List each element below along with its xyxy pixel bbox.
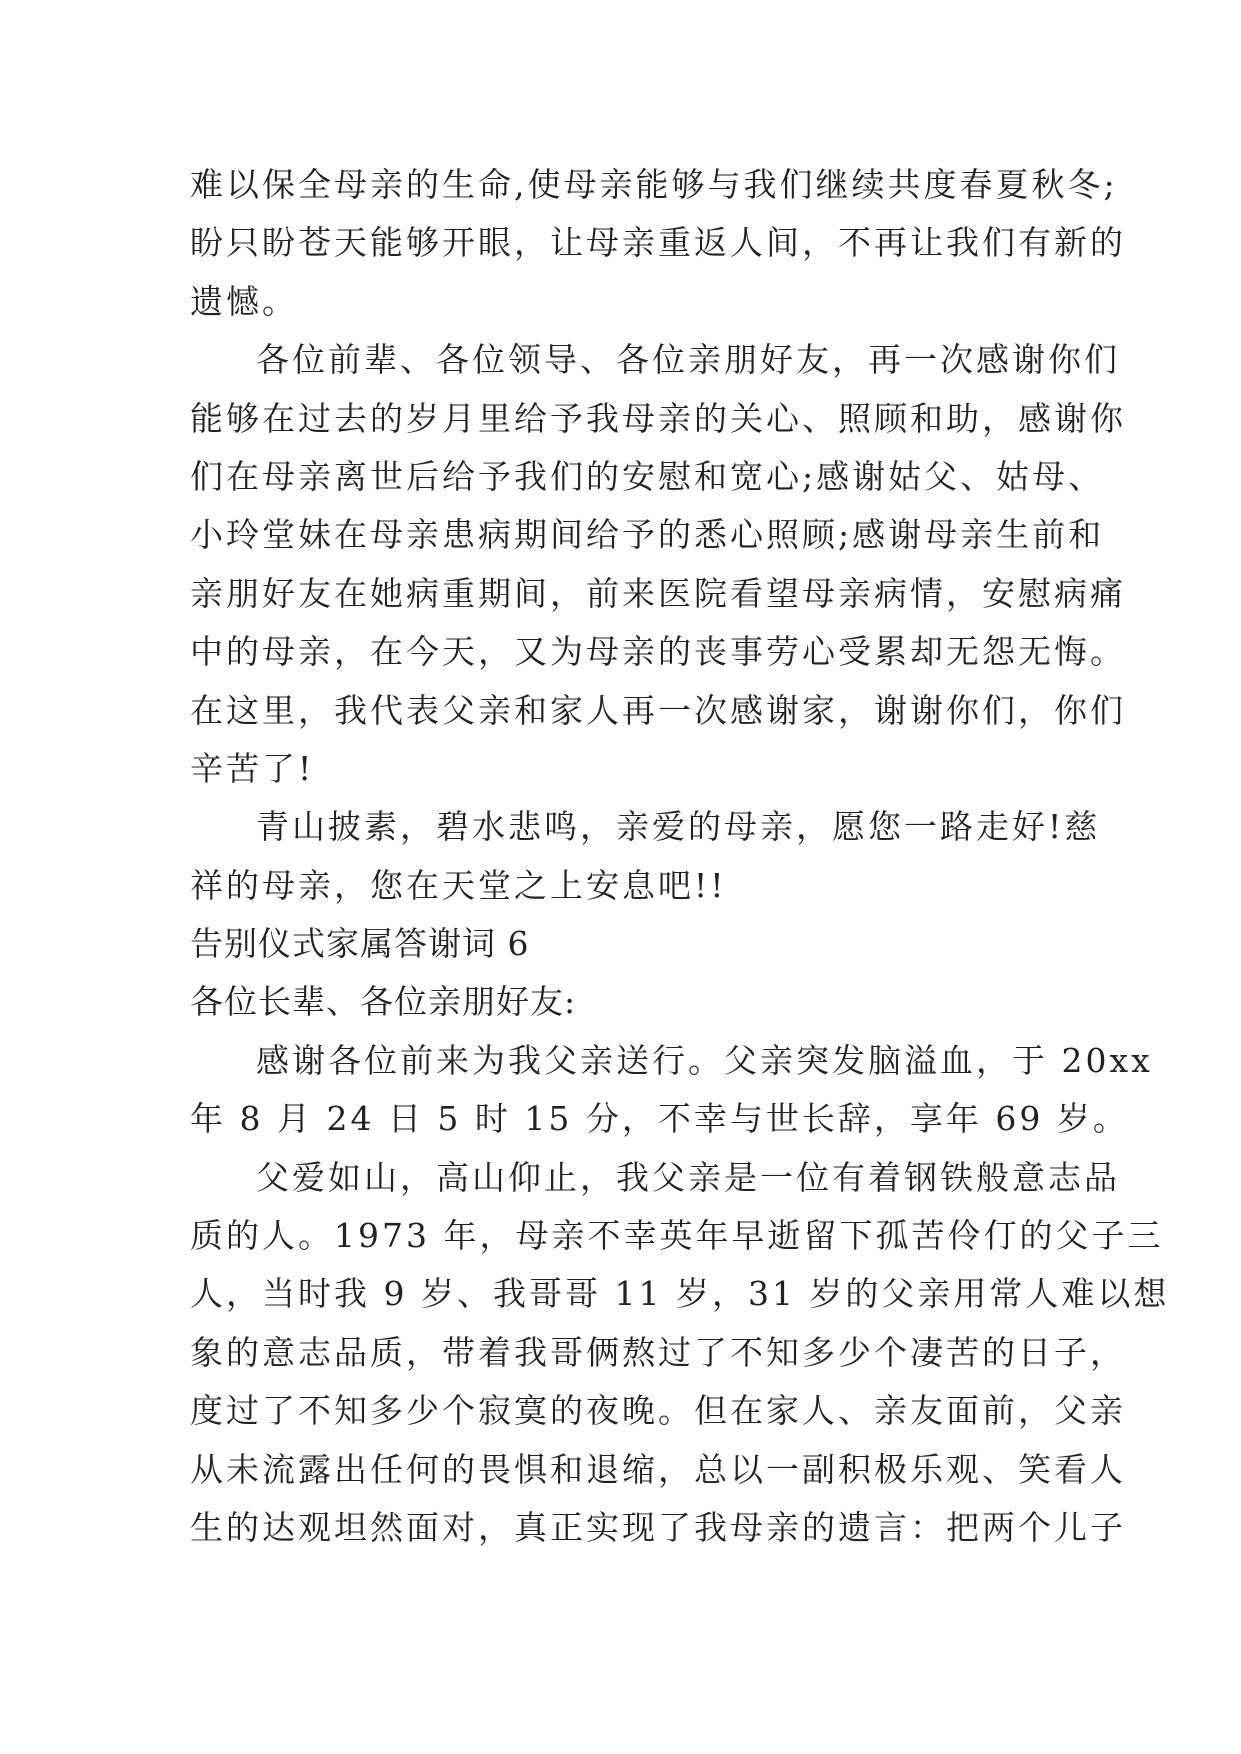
text-line: 度过了不知多少个寂寞的夜晚。但在家人、亲友面前，父亲 <box>190 1391 1126 1431</box>
paragraph-first-line: 青山披素，碧水悲鸣，亲爱的母亲，愿您一路走好!慈 <box>256 807 1101 847</box>
paragraph-first-line: 各位前辈、各位领导、各位亲朋好友，再一次感谢你们 <box>256 340 1120 380</box>
text-line: 年 8 月 24 日 5 时 15 分，不幸与世长辞，享年 69 岁。 <box>190 1099 1129 1139</box>
document-body <box>190 156 1170 1557</box>
text-line: 质的人。1973 年，母亲不幸英年早逝留下孤苦伶仃的父子三 <box>190 1216 1164 1256</box>
text-line: 小玲堂妹在母亲患病期间给予的悉心照顾;感谢母亲生前和 <box>190 515 1105 555</box>
section-heading: 告别仪式家属答谢词 6 <box>190 924 530 964</box>
text-line: 在这里，我代表父亲和家人再一次感谢家，谢谢你们，你们 <box>190 690 1126 730</box>
text-line: 难以保全母亲的生命,使母亲能够与我们继续共度春夏秋冬; <box>190 165 1118 204</box>
text-line: 遗憾。 <box>190 281 298 321</box>
paragraph-first-line: 感谢各位前来为我父亲送行。父亲突发脑溢血，于 20xx <box>256 1040 1153 1080</box>
text-line: 中的母亲，在今天，又为母亲的丧事劳心受累却无怨无悔。 <box>190 632 1126 672</box>
text-line: 生的达观坦然面对，真正实现了我母亲的遗言：把两个儿子 <box>190 1507 1126 1547</box>
text-line: 从未流露出任何的畏惧和退缩，总以一副积极乐观、笑看人 <box>190 1449 1126 1489</box>
paragraph-first-line: 父爱如山，高山仰止，我父亲是一位有着钢铁般意志品 <box>256 1157 1120 1197</box>
text-line: 人，当时我 9 岁、我哥哥 11 岁，31 岁的父亲用常人难以想 <box>190 1274 1170 1314</box>
text-line: 亲朋好友在她病重期间，前来医院看望母亲病情，安慰病痛 <box>190 573 1126 613</box>
text-line: 祥的母亲，您在天堂之上安息吧!! <box>190 865 727 905</box>
text-line: 辛苦了! <box>190 748 315 788</box>
text-line: 象的意志品质，带着我哥俩熬过了不知多少个凄苦的日子， <box>190 1332 1126 1372</box>
salutation: 各位长辈、各位亲朋好友: <box>190 982 577 1022</box>
text-line: 们在母亲离世后给予我们的安慰和宽心;感谢姑父、姑母、 <box>190 456 1105 496</box>
text-line: 能够在过去的岁月里给予我母亲的关心、照顾和助，感谢你 <box>190 398 1126 438</box>
text-line: 盼只盼苍天能够开眼，让母亲重返人间，不再让我们有新的 <box>190 223 1126 263</box>
